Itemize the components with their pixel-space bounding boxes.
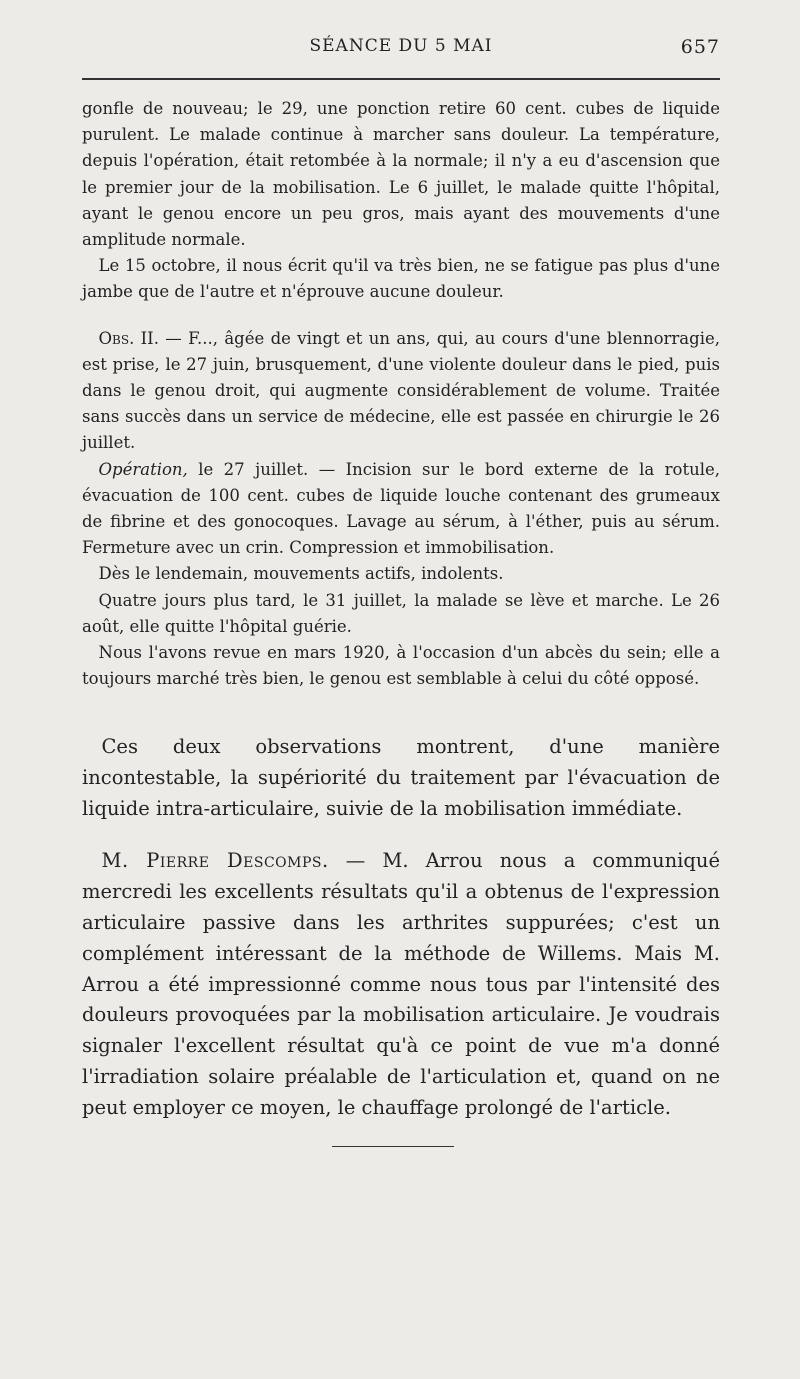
discussion-text — [82, 732, 720, 1124]
paragraph-descomps — [82, 846, 720, 1123]
page-number: 657 — [680, 36, 720, 58]
paragraph-conclusion: Ces deux observations montrent, d'une manière incontestable, la supériorité du traitement par l'évacuation de liquide intra-articulaire, suivie de la mobilisation immédiate. — [82, 735, 720, 820]
case-report-text — [82, 96, 720, 692]
paragraph-observation-2 — [82, 326, 720, 457]
spacer — [82, 824, 720, 846]
paragraph-operation — [82, 457, 720, 562]
paragraph-four-days: Quatre jours plus tard, le 31 juillet, la malade se lève et marche. Le 26 août, elle quitte l'hôpital guérie. — [82, 590, 720, 636]
observation-text: — F..., âgée de vingt et un ans, qui, au cours d'une blennorragie, est prise, le 27 juin, brusquement, d'une violente douleur dans le pied, puis dans le genou droit, qui augmente considérablement de volume. Traitée sans succès dans un service de médecine, elle est passée en chirurgie le 26 juillet. — [82, 328, 720, 453]
paragraph-revisit: Nous l'avons revue en mars 1920, à l'occasion d'un abcès du sein; elle a toujours marché très bien, le genou est semblable à celui du côté opposé. — [82, 643, 720, 689]
running-title: SÉANCE DU 5 MAI — [309, 36, 493, 56]
speaker-text: — M. Arrou nous a communiqué mercredi les excellents résultats qu'il a obtenus de l'expression articulaire passive dans les arthrites suppurées; c'est un complément intéressant de la méthode de Willems. Mais M. Arrou a été impressionné comme nous tous par l'intensité des douleurs provoquées par la mobilisation articulaire. Je voudrais signaler l'excellent résultat qu'à ce point de vue m'a donné l'irradiation solaire préalable de l'articulation et, quand on ne peut employer ce moyen, le chauffage prolongé de l'article. — [82, 849, 720, 1119]
operation-label: Opération, — [98, 459, 188, 479]
header-rule — [82, 78, 720, 80]
spacer — [82, 306, 720, 326]
paragraph-follow-up: Le 15 octobre, il nous écrit qu'il va très bien, ne se fatigue pas plus d'une jambe que de l'autre et n'éprouve aucune douleur. — [82, 256, 720, 302]
operation-text: le 27 juillet. — Incision sur le bord externe de la rotule, évacuation de 100 cent. cubes de liquide louche contenant des grumeaux de fibrine et des gonocoques. Lavage au sérum, à l'éther, puis au sérum. Fermeture avec un crin. Compression et immobilisation. — [82, 459, 720, 558]
observation-label: Obs. II. — [98, 328, 159, 348]
paragraph-next-day: Dès le lendemain, mouvements actifs, indolents. — [98, 564, 504, 584]
paragraph-continued: gonfle de nouveau; le 29, une ponction retire 60 cent. cubes de liquide purulent. Le malade continue à marcher sans douleur. La température, depuis l'opération, était retombée à la normale; il n'y a eu d'ascension que le premier jour de la mobilisation. Le 6 juillet, le malade quitte l'hôpital, ayant le genou encore un peu gros, mais ayant des mouvements d'une amplitude normale. — [82, 99, 720, 250]
section-end-rule — [332, 1146, 454, 1147]
speaker-name: M. Pierre Descomps. — [101, 849, 329, 873]
page-header — [82, 36, 720, 64]
